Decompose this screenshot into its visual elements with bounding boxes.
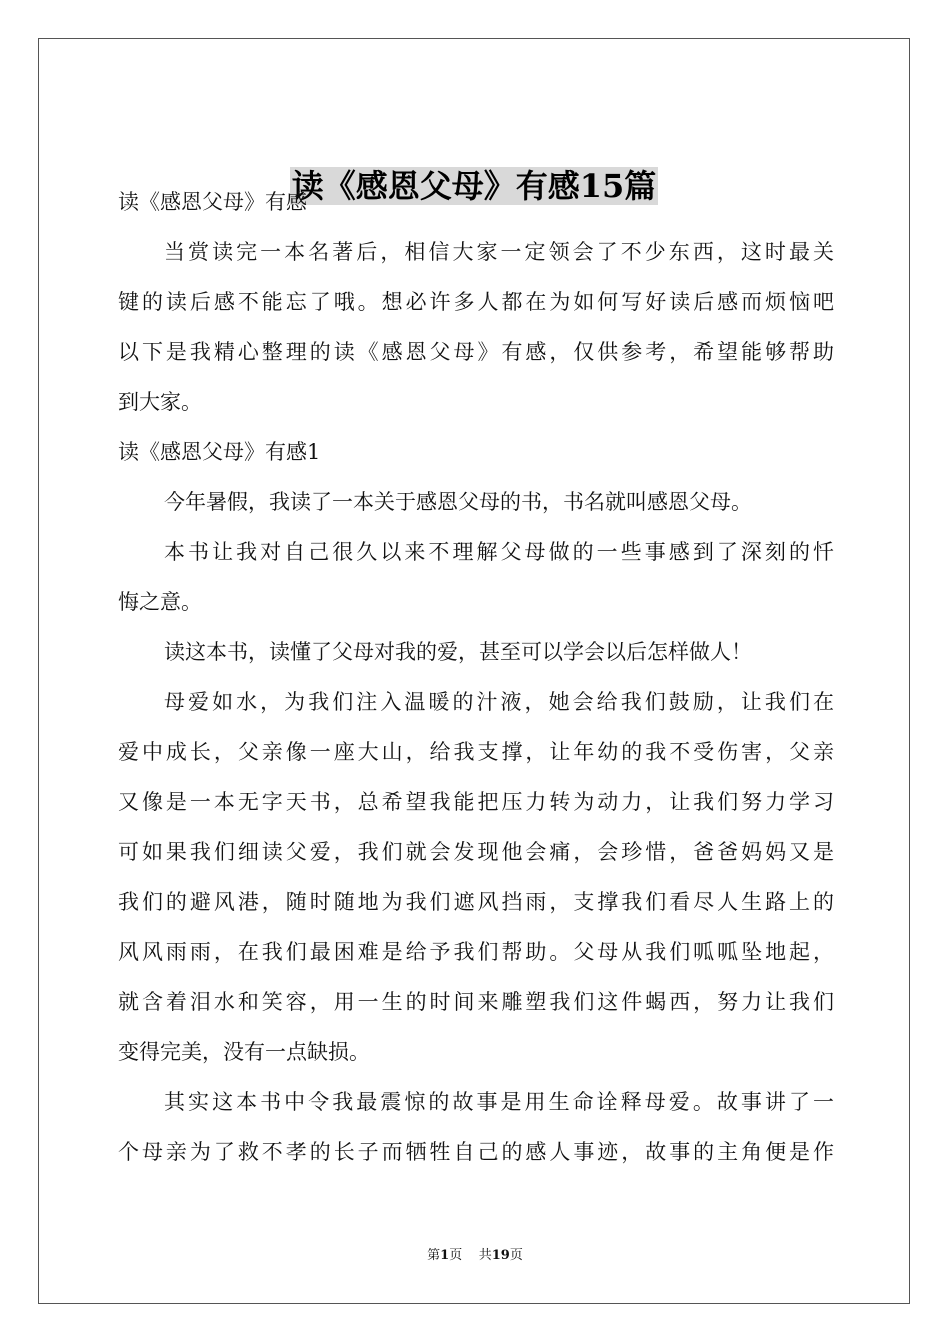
paragraph-2 (118, 527, 834, 627)
paragraph-line: 读这本书，读懂了父母对我的爱，甚至可以学会以后怎样做人！ (164, 640, 752, 664)
paragraph-line: 当赏读完一本名著后，相信大家一定领会了不少东西，这时最关 (164, 240, 834, 264)
page-number-suffix: 页 (449, 1248, 463, 1263)
paragraph-line: 到大家。 (118, 390, 202, 414)
paragraph-line: 就含着泪水和笑容，用一生的时间来雕塑我们这件蝎西，努力让我们 (118, 990, 834, 1014)
intro-paragraph (118, 227, 834, 427)
paragraph-4 (118, 677, 834, 1077)
paragraph-line: 变得完美，没有一点缺损。 (118, 1040, 370, 1064)
paragraph-line: 母爱如水，为我们注入温暖的汁液，她会给我们鼓励，让我们在 (164, 690, 834, 714)
paragraph-5 (118, 1077, 834, 1177)
paragraph-line: 风风雨雨，在我们最困难是给予我们帮助。父母从我们呱呱坠地起， (118, 940, 834, 964)
total-pages-prefix: 共 (478, 1248, 492, 1263)
section-heading-intro: 读《感恩父母》有感 (118, 190, 307, 214)
page-number-prefix: 第 (427, 1248, 441, 1263)
paragraph-line: 又像是一本无字天书，总希望我能把压力转为动力，让我们努力学习 (118, 790, 834, 814)
paragraph-line: 本书让我对自己很久以来不理解父母做的一些事感到了深刻的忏 (164, 540, 834, 564)
paragraph-line: 爱中成长，父亲像一座大山，给我支撑，让年幼的我不受伤害，父亲 (118, 740, 834, 764)
paragraph-line: 个母亲为了救不孝的长子而牺牲自己的感人事迹，故事的主角便是作 (118, 1140, 834, 1164)
paragraph-line: 我们的避风港，随时随地为我们遮风挡雨，支撑我们看尽人生路上的 (118, 890, 834, 914)
paragraph-line: 其实这本书中令我最震惊的故事是用生命诠释母爱。故事讲了一 (164, 1090, 834, 1114)
paragraph-line: 键的读后感不能忘了哦。想必许多人都在为如何写好读后感而烦恼吧 (118, 290, 834, 314)
paragraph-line: 今年暑假，我读了一本关于感恩父母的书，书名就叫感恩父母。 (164, 490, 752, 514)
document-title-text: 读《感恩父母》有感15篇 (291, 167, 657, 205)
paragraph-line: 悔之意。 (118, 590, 202, 614)
page-number: 1 (440, 1248, 450, 1263)
paragraph-line: 以下是我精心整理的读《感恩父母》有感，仅供参考，希望能够帮助 (118, 340, 834, 364)
paragraph-3 (118, 627, 834, 677)
document-body (118, 177, 834, 1177)
total-pages-suffix: 页 (509, 1248, 523, 1263)
paragraph-1 (118, 477, 834, 527)
page-footer (0, 1244, 950, 1263)
total-pages: 19 (491, 1248, 510, 1263)
paragraph-line: 可如果我们细读父爱，我们就会发现他会痛，会珍惜，爸爸妈妈又是 (118, 840, 834, 864)
section-heading-1: 读《感恩父母》有感1 (118, 440, 321, 464)
